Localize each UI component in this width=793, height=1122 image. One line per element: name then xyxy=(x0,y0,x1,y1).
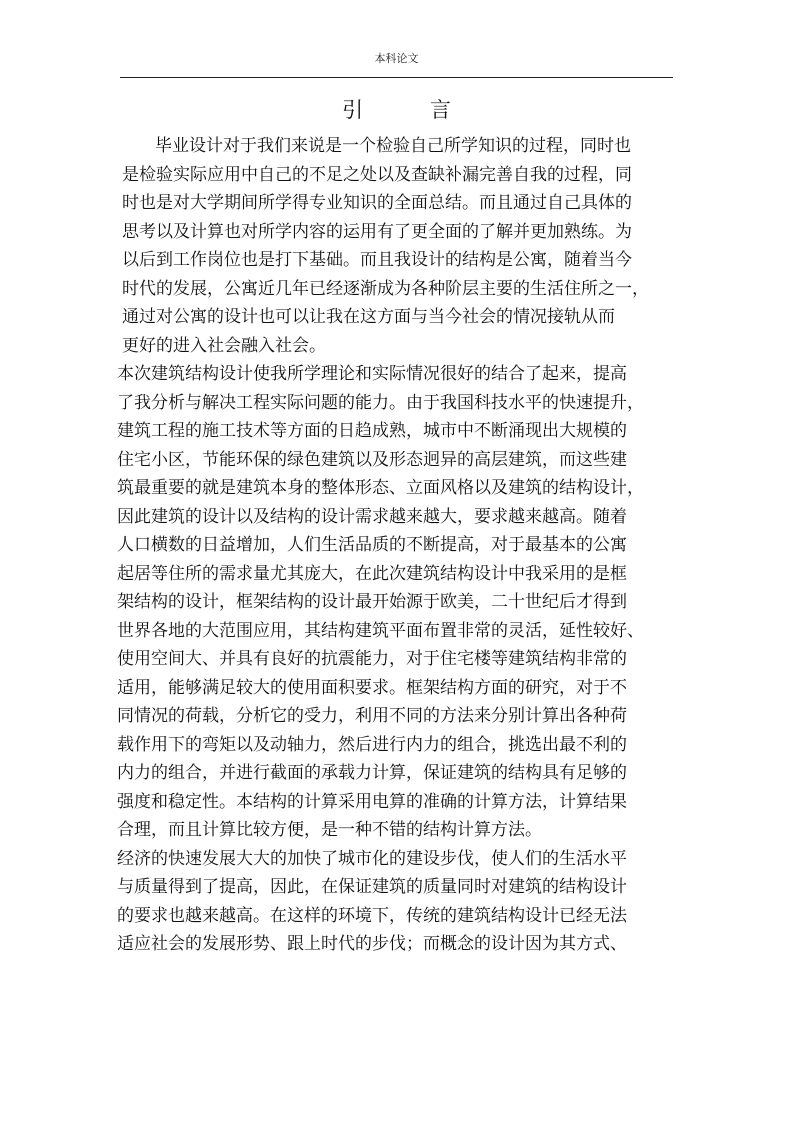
text-line: 因此建筑的设计以及结构的设计需求越来越大，要求越来越高。随着 xyxy=(117,506,627,527)
text-line: 毕业设计对于我们来说是一个检验自己所学知识的过程，同时也 xyxy=(155,136,631,156)
text-line: 建筑工程的施工技术等方面的日趋成熟，城市中不断涌现出大规模的 xyxy=(117,421,627,441)
text-line: 内力的组合，并进行截面的承载力计算，保证建筑的结构具有足够的 xyxy=(117,763,627,783)
text-line: 合理，而且计算比较方便，是一种不错的结构计算方法。 xyxy=(117,820,542,840)
text-line: 适应社会的发展形势、跟上时代的步伐；而概念的设计因为其方式、 xyxy=(117,934,627,954)
text-line: 与质量得到了提高，因此，在保证建筑的质量同时对建筑的结构设计 xyxy=(117,877,627,897)
text-line: 使用空间大、并具有良好的抗震能力，对于住宅楼等建筑结构非常的 xyxy=(117,649,627,669)
text-line: 更好的进入社会融入社会。 xyxy=(122,335,326,356)
text-line: 架结构的设计，框架结构的设计最开始源于欧美，二十世纪后才得到 xyxy=(117,592,627,612)
text-line: 本次建筑结构设计使我所学理论和实际情况很好的结合了起来，提高 xyxy=(117,364,627,384)
header-divider xyxy=(120,77,673,78)
page-header: 本科论文 xyxy=(374,52,419,65)
body-text xyxy=(117,132,677,959)
text-line: 通过对公寓的设计也可以让我在这方面与当今社会的情况接轨从而 xyxy=(122,307,615,327)
text-line: 载作用下的弯矩以及动轴力，然后进行内力的组合，挑选出最不利的 xyxy=(117,734,627,755)
text-line: 人口横数的日益增加，人们生活品质的不断提高，对于最基本的公寓 xyxy=(117,535,627,555)
text-line: 适用，能够满足较大的使用面积要求。框架结构方面的研究，对于不 xyxy=(117,677,627,698)
text-line: 以后到工作岗位也是打下基础。而且我设计的结构是公寓，随着当今 xyxy=(122,250,632,270)
text-line: 同情况的荷载，分析它的受力，利用不同的方法来分别计算出各种荷 xyxy=(117,706,627,726)
text-line: 时代的发展，公寓近几年已经逐渐成为各种阶层主要的生活住所之一， xyxy=(122,278,649,299)
text-line: 强度和稳定性。本结构的计算采用电算的准确的计算方法，计算结果 xyxy=(117,791,627,812)
text-line: 筑最重要的就是建筑本身的整体形态、立面风格以及建筑的结构设计， xyxy=(117,478,644,498)
text-line: 经济的快速发展大大的加快了城市化的建设步伐，使人们的生活水平 xyxy=(117,848,627,869)
text-line: 的要求也越来越高。在这样的环境下，传统的建筑结构设计已经无法 xyxy=(117,905,627,926)
text-line: 时也是对大学期间所学得专业知识的全面总结。而且通过自己具体的 xyxy=(122,193,632,213)
text-line: 住宅小区，节能环保的绿色建筑以及形态迥异的高层建筑，而这些建 xyxy=(117,449,627,470)
text-line: 是检验实际应用中自己的不足之处以及查缺补漏完善自我的过程，同 xyxy=(122,164,632,185)
text-line: 世界各地的大范围应用，其结构建筑平面布置非常的灵活，延性较好、 xyxy=(117,620,644,641)
section-title: 引 言 xyxy=(342,98,481,122)
text-line: 了我分析与解决工程实际问题的能力。由于我国科技水平的快速提升， xyxy=(117,392,644,413)
text-line: 思考以及计算也对所学内容的运用有了更全面的了解并更加熟练。为 xyxy=(122,221,632,242)
text-line: 起居等住所的需求量尤其庞大，在此次建筑结构设计中我采用的是框 xyxy=(117,563,627,584)
